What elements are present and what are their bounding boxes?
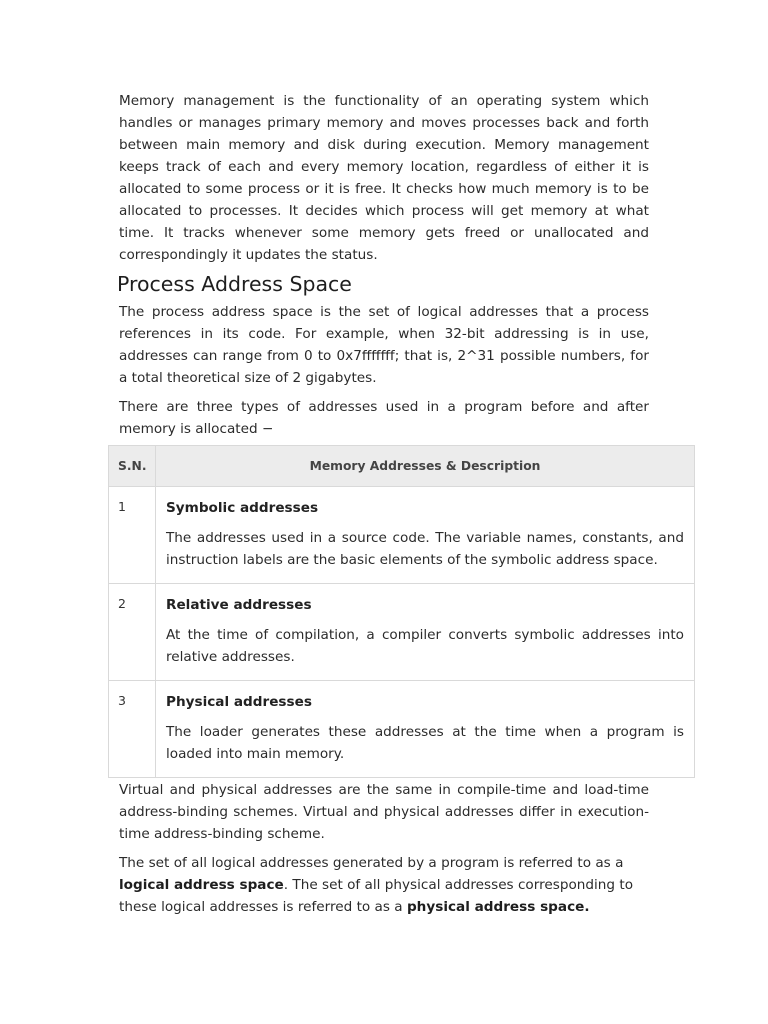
row-number: 3	[109, 681, 156, 778]
row-description	[156, 681, 695, 778]
table-row	[109, 487, 695, 584]
address-space-definition-paragraph	[119, 852, 649, 918]
table-row	[109, 584, 695, 681]
intro-paragraph: Memory management is the functionality of an operating system which handles or manages primary memory and moves processes back and forth between main memory and disk during execution. Memory management keeps track of each and every memory location, regardless of either it is allocated to some process or it is free. It checks how much memory is to be allocated to processes. It decides which process will get memory at what time. It tracks whenever some memory gets freed or unallocated and correspondingly it updates the status.	[119, 93, 649, 263]
memory-addresses-table	[108, 445, 695, 778]
address-binding-paragraph: Virtual and physical addresses are the same in compile-time and load-time address-binding schemes. Virtual and physical addresses differ in execution-time address-binding scheme.	[119, 782, 649, 842]
row-text: At the time of compilation, a compiler converts symbolic addresses into relative addresses.	[166, 627, 684, 665]
row-title: Physical addresses	[166, 694, 312, 710]
row-number: 2	[109, 584, 156, 681]
address-types-paragraph: There are three types of addresses used in a program before and after memory is allocated −	[119, 399, 649, 437]
logical-address-space-term: logical address space	[119, 877, 284, 893]
row-title: Symbolic addresses	[166, 500, 319, 516]
table-header-row	[109, 446, 695, 487]
row-number: 1	[109, 487, 156, 584]
definition-text: The set of all logical addresses generated by a program is referred to as a	[119, 855, 624, 871]
table-row	[109, 681, 695, 778]
section-heading: Process Address Space	[117, 272, 352, 296]
sn-header: S.N.	[109, 446, 156, 487]
row-title: Relative addresses	[166, 597, 312, 613]
physical-address-space-term: physical address space.	[406, 899, 590, 915]
description-header: Memory Addresses & Description	[156, 446, 695, 487]
process-address-space-paragraph: The process address space is the set of logical addresses that a process references in its code. For example, when 32-bit addressing is in use, addresses can range from 0 to 0x7fffffff; that is, 2^31 possible numbers, for a total theoretical size of 2 gigabytes.	[119, 304, 649, 386]
row-description	[156, 584, 695, 681]
row-description	[156, 487, 695, 584]
row-text: The loader generates these addresses at the time when a program is loaded into main memory.	[166, 724, 684, 762]
row-text: The addresses used in a source code. The variable names, constants, and instruction labels are the basic elements of the symbolic address space.	[166, 530, 684, 568]
definition-text: . The set of all physical addresses corresponding to these logical addresses is referred to as a	[119, 877, 634, 915]
